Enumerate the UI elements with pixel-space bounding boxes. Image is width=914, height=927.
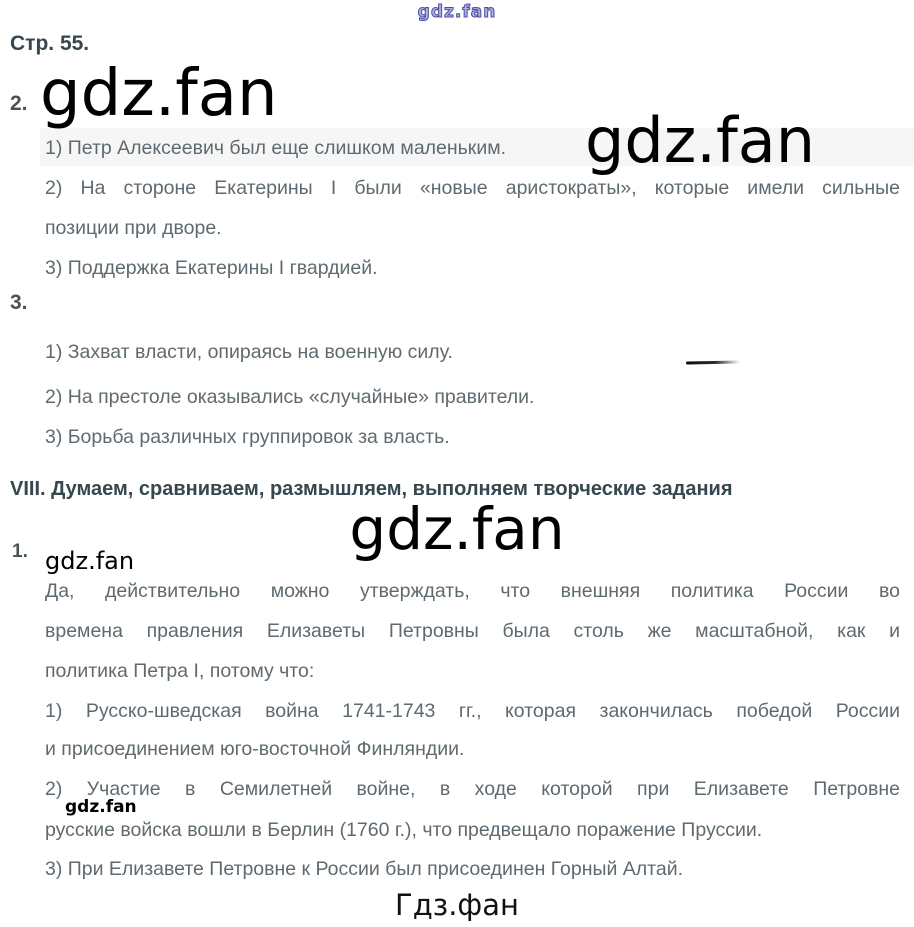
answer1-number: 1. bbox=[12, 541, 28, 562]
answer1-line-8: 3) При Елизавете Петровне к России был присоединен Горный Алтай. bbox=[45, 858, 684, 880]
section2-line-2: 2) На стороне Екатерины I были «новые аристократы», которые имели сильные bbox=[45, 177, 900, 199]
section8-watermark: gdz.fan bbox=[349, 495, 565, 563]
section3-line-2: 2) На престоле оказывались «случайные» правители. bbox=[45, 386, 535, 408]
answer1-line-1: Да, действительно можно утверждать, что внешняя политика России во bbox=[45, 580, 900, 602]
answer1-line-4: 1) Русско-шведская война 1741-1743 гг., которая закончилась победой России bbox=[45, 700, 900, 722]
section3-line-3: 3) Борьба различных группировок за власть. bbox=[45, 426, 450, 448]
top-watermark: gdz.fan bbox=[417, 2, 497, 22]
answer1-watermark: gdz.fan bbox=[45, 547, 135, 575]
answer1-line-2: времена правления Елизаветы Петровны была столь же масштабной, как и bbox=[45, 620, 900, 642]
footer-site-label: Гдз.фан bbox=[395, 888, 519, 922]
section2-line-4: 3) Поддержка Екатерины I гвардией. bbox=[45, 257, 378, 279]
section2-number: 2. bbox=[10, 92, 28, 115]
answer1-line-5: и присоединением юго-восточной Финляндии. bbox=[45, 738, 465, 760]
page-label: Стр. 55. bbox=[10, 32, 90, 55]
answer1-line-6: 2) Участие в Семилетней войне, в ходе которой при Елизавете Петровне bbox=[45, 778, 900, 800]
answer1-line-7: русские войска вошли в Берлин (1760 г.), что предвещало поражение Пруссии. bbox=[45, 819, 763, 841]
section3-number: 3. bbox=[10, 291, 28, 314]
answer1-line-3: политика Петра I, потому что: bbox=[45, 660, 315, 682]
section8-heading: VIII. Думаем, сравниваем, размышляем, выполняем творческие задания bbox=[10, 478, 733, 500]
section2-line-3: позиции при дворе. bbox=[45, 217, 222, 239]
section2-line-1: 1) Петр Алексеевич был еще слишком маленьким. bbox=[45, 137, 507, 159]
answer1-inline-watermark: gdz.fan bbox=[65, 797, 137, 817]
section3-line-1: 1) Захват власти, опираясь на военную силу. bbox=[45, 341, 453, 363]
section2-watermark: gdz.fan bbox=[40, 57, 278, 131]
section2-line-watermark: gdz.fan bbox=[585, 104, 816, 177]
